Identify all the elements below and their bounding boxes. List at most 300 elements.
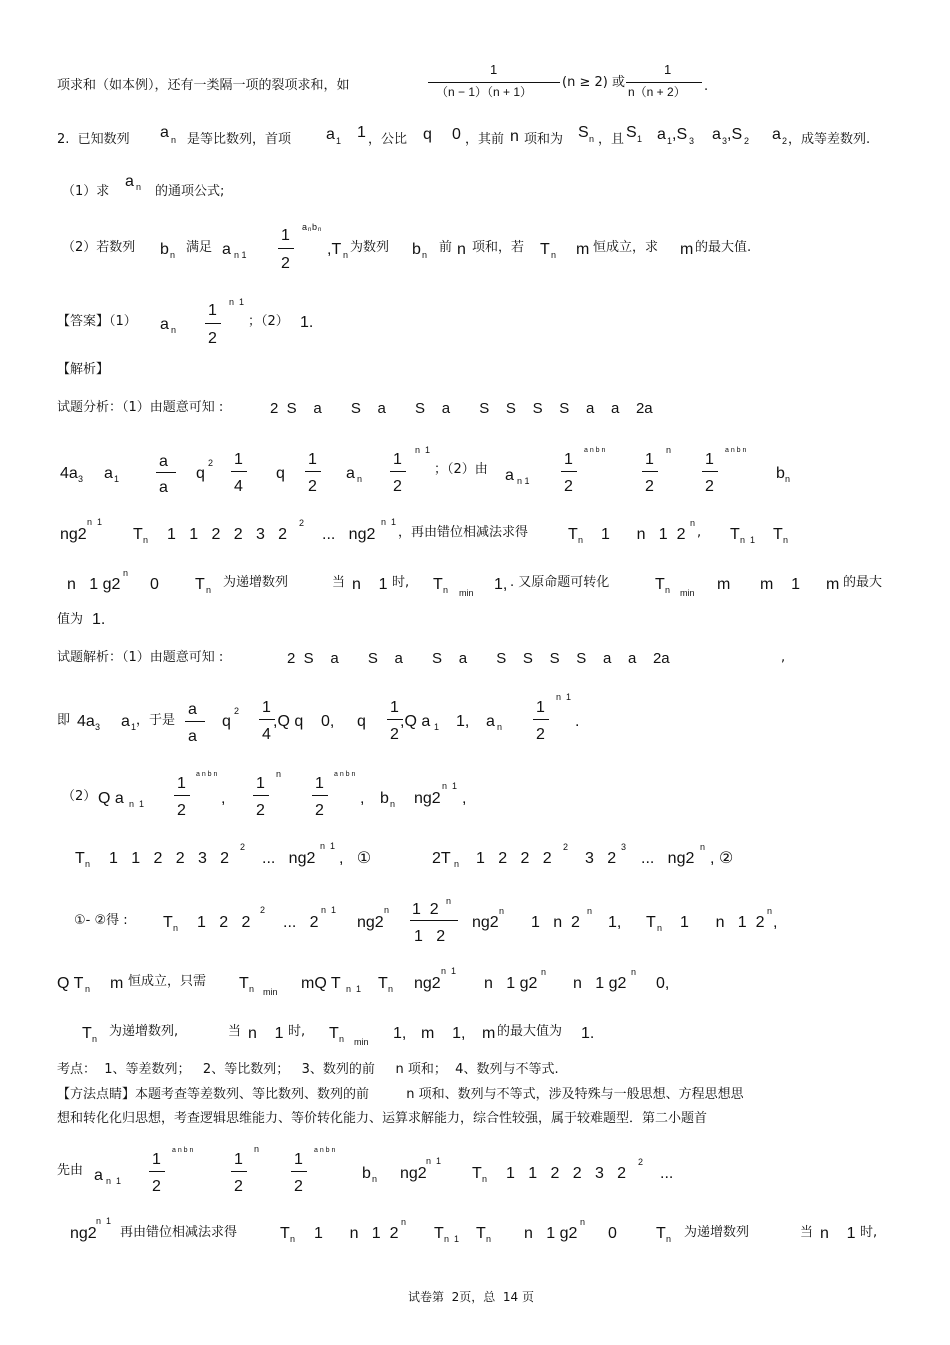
frac-den: 2 <box>152 1178 161 1195</box>
frac-num: 1 <box>234 1151 243 1168</box>
math: n 1 g2 <box>573 975 627 992</box>
q-text: （1）求 <box>62 184 110 199</box>
sup: a n b n <box>196 771 218 778</box>
q2-text: 2. 已知数列 <box>57 132 130 147</box>
sup: n <box>700 842 706 852</box>
frac-num: 1 <box>256 775 265 792</box>
math: ,Q a <box>400 713 431 730</box>
sub: n <box>92 1034 98 1044</box>
sub: n <box>171 135 177 145</box>
frac-bar <box>185 721 205 722</box>
frac-den: 2 <box>308 478 317 495</box>
sub: 2 <box>744 136 750 146</box>
math: T <box>472 1165 482 1182</box>
section-label: 【解析】 <box>57 362 110 377</box>
solution-text: （2） <box>62 789 97 804</box>
frac-den: 2 <box>564 478 573 495</box>
frac-den: a <box>188 728 197 745</box>
math: a <box>94 1167 103 1184</box>
math-S: ,S <box>727 126 743 143</box>
frac-den: 2 <box>294 1178 303 1195</box>
math-a: a <box>160 316 169 333</box>
sub: 2 <box>782 136 788 146</box>
math: m 1, <box>421 1025 466 1042</box>
sup: a n b n <box>584 447 606 454</box>
frac-num: 1 <box>393 451 402 468</box>
math: T <box>433 576 443 593</box>
math: m <box>826 576 840 593</box>
frac-den: 2 <box>315 802 324 819</box>
sub: n <box>85 984 91 994</box>
sup: n 1 <box>442 781 458 791</box>
math: 0 <box>150 576 159 593</box>
math: , ② <box>710 850 734 867</box>
frac-num: 1 <box>262 699 271 716</box>
analysis-text: . 又原命题可转化 <box>510 575 610 590</box>
math-n: n <box>457 241 466 258</box>
frac-den: 2 <box>705 478 714 495</box>
frac-bar <box>642 471 658 472</box>
math: n 1 <box>248 1025 284 1042</box>
math: ng2 <box>357 914 384 931</box>
frac-den: 2 <box>256 802 265 819</box>
math: a <box>346 465 355 482</box>
frac-bar <box>702 471 718 472</box>
sub: n <box>249 984 255 994</box>
sup: n 1 <box>556 692 572 702</box>
sup: n 1 <box>441 966 457 976</box>
sub: n <box>666 1234 672 1244</box>
sub: n <box>372 1174 378 1184</box>
answer-text: ；（2） <box>248 314 289 329</box>
q-text: 满足 <box>186 240 213 255</box>
q-text: 项和，若 <box>472 240 525 255</box>
sub: n <box>136 182 142 192</box>
sup: n 1 <box>415 445 431 455</box>
analysis-text: , <box>697 525 702 540</box>
q2-text: ，其前 <box>465 132 505 147</box>
analysis-text: 时, <box>392 575 410 590</box>
method-text: 再由错位相减法求得 <box>120 1225 238 1240</box>
answer-value: 1. <box>300 314 314 331</box>
sup: n <box>631 967 637 977</box>
method-text: 为递增数列 <box>684 1225 750 1240</box>
math: T <box>568 526 578 543</box>
math: T <box>75 850 85 867</box>
math: 4a <box>77 713 95 730</box>
q2-text: ，且 <box>598 132 625 147</box>
math: a <box>486 713 495 730</box>
math-zero: 0 <box>452 126 461 143</box>
frac2-num: 1 <box>664 62 672 77</box>
frac-bar <box>291 1171 307 1172</box>
math: , <box>462 790 467 807</box>
math: m <box>717 576 731 593</box>
sup: 2 <box>638 1157 644 1167</box>
math: ,Q q 0, <box>273 713 335 730</box>
math: ng2 <box>414 790 441 807</box>
q-text: 恒成立，求 <box>593 240 659 255</box>
math: ... <box>660 1165 674 1182</box>
frac-num: 1 <box>208 302 217 319</box>
math-a: a <box>222 241 231 258</box>
analysis-text: 的最大 <box>843 575 883 590</box>
math: ng2 <box>60 526 87 543</box>
sup: b <box>312 222 318 232</box>
math: , <box>773 914 778 931</box>
sub: n 1 <box>740 535 756 545</box>
frac1-num: 1 <box>490 62 498 77</box>
frac-den: 2 <box>645 478 654 495</box>
sub: n <box>143 535 149 545</box>
frac-num: 1 <box>281 227 290 244</box>
sup: n <box>499 906 505 916</box>
math: ... ng2 <box>322 526 376 543</box>
math: T <box>434 1225 444 1242</box>
math: Q T <box>57 975 84 992</box>
sup: a n b n <box>334 771 356 778</box>
sub: 1 <box>336 136 342 146</box>
math-S: S <box>626 124 637 141</box>
page-number: 试卷第 2页，总 14 页 <box>408 1290 534 1304</box>
sub: n <box>290 1234 296 1244</box>
sub: n <box>388 984 394 994</box>
q2-text: 项和为 <box>524 132 564 147</box>
method-text: 当 <box>800 1225 814 1240</box>
math: 1 2 2 <box>197 914 251 931</box>
method-text: 【方法点睛】本题考查等差数列、等比数列、数列的前 n 项和、数列与不等式，涉及特殊与一般思想、方程思想思 <box>57 1087 744 1102</box>
math-a: a <box>160 124 169 141</box>
analysis-text: ；（2）由 <box>434 462 488 477</box>
solution-text: 恒成立，只需 <box>128 974 207 989</box>
frac-bar <box>156 472 176 473</box>
intro-end: . <box>704 79 709 94</box>
sup: n <box>666 445 672 455</box>
q-text: 的最大值. <box>695 240 752 255</box>
sub: min <box>354 1037 369 1047</box>
sub: n 1 <box>346 984 362 994</box>
sup: a n b n <box>314 1147 336 1154</box>
math: q <box>196 465 205 482</box>
math: T <box>773 526 783 543</box>
sub: n <box>665 585 671 595</box>
math: T <box>280 1225 290 1242</box>
frac-bar <box>278 248 294 249</box>
frac-den: 2 <box>208 330 217 347</box>
sup: n 1 <box>229 297 245 307</box>
math: , <box>360 790 365 807</box>
math: T <box>730 526 740 543</box>
sub: min <box>680 588 695 598</box>
math: T <box>329 1025 339 1042</box>
math: b <box>362 1165 371 1182</box>
sub: n <box>171 325 177 335</box>
sup: n <box>276 769 282 779</box>
sup: a <box>302 222 308 232</box>
sub: n <box>422 250 428 260</box>
q2-text: ，公比 <box>368 132 408 147</box>
sup: n <box>384 905 390 915</box>
sup: 2 <box>260 905 266 915</box>
frac-den: 2 <box>234 1178 243 1195</box>
math: 1 n 1 2 <box>601 526 686 543</box>
q-text: 前 <box>439 240 453 255</box>
math: T <box>163 914 173 931</box>
math: n 1 <box>820 1225 856 1242</box>
math: 1 1 2 2 3 2 <box>167 526 288 543</box>
math-T: ,T <box>327 241 342 258</box>
q-text: 的通项公式; <box>155 184 225 199</box>
math: ng2 <box>400 1165 427 1182</box>
math: T <box>476 1225 486 1242</box>
sup: n 1 <box>320 841 336 851</box>
frac1-bar <box>428 82 560 83</box>
frac-bar <box>205 323 221 324</box>
sup: 2 <box>240 842 246 852</box>
sub: n 1 <box>444 1234 460 1244</box>
frac-den: 1 2 <box>414 928 446 945</box>
sub: 3 <box>95 722 101 732</box>
solution-text: 为递增数列, <box>109 1024 179 1039</box>
frac-bar <box>390 471 406 472</box>
sup: a n b n <box>725 447 747 454</box>
sup: n 1 <box>321 905 337 915</box>
frac-den: 4 <box>262 726 271 743</box>
sup: n <box>690 518 696 528</box>
math: 1. <box>92 611 106 628</box>
sub: n <box>206 585 212 595</box>
math-expr: 2 S a S a S a S S S S a a 2a <box>270 400 653 417</box>
math: ng2 <box>70 1225 97 1242</box>
sub: n 1 <box>129 799 145 809</box>
math: 1 n 1 2 <box>680 914 765 931</box>
solution-text: ，于是 <box>136 713 176 728</box>
math: 1. <box>581 1025 595 1042</box>
answer-label: 【答案】（1） <box>57 314 137 329</box>
frac-bar <box>561 471 577 472</box>
math: 1, <box>456 713 470 730</box>
math-b: b <box>412 241 421 258</box>
sub: n <box>783 535 789 545</box>
sub: 1 <box>434 722 440 732</box>
math: , ① <box>339 850 372 867</box>
math: n 1 g2 <box>67 576 121 593</box>
math: 0, <box>656 975 670 992</box>
math: q <box>357 713 366 730</box>
math: m <box>110 975 124 992</box>
sub: n 1 <box>517 476 530 486</box>
solution-text: ①- ②得 : <box>74 913 128 928</box>
analysis-text: 试题分析：（1）由题意可知 : <box>57 400 224 415</box>
math: T <box>378 975 388 992</box>
math-a: a <box>712 126 721 143</box>
sub: n <box>486 1234 492 1244</box>
sub: 1 <box>131 722 137 732</box>
frac-num: 1 <box>177 775 186 792</box>
method-text: 想和转化化归思想，考查逻辑思维能力、等价转化能力、运算求解能力，综合性较强，属于较难题型．第二小题首 <box>57 1111 708 1126</box>
math: 1 2 2 2 <box>476 850 552 867</box>
frac-num: 1 <box>705 451 714 468</box>
math: 1 n 2 <box>531 914 580 931</box>
sub: n 1 <box>106 1176 122 1186</box>
math-a: a <box>125 173 134 190</box>
method-text: 时, <box>860 1225 878 1240</box>
sub: n <box>482 1174 488 1184</box>
sub: n <box>657 923 663 933</box>
sub: 1 <box>667 136 673 146</box>
math: 1, <box>608 914 622 931</box>
q-text: （2）若数列 <box>62 240 136 255</box>
frac-den: a <box>159 479 168 496</box>
sup: a n b n <box>172 1147 194 1154</box>
math: 0 <box>608 1225 617 1242</box>
frac-num: 1 <box>234 451 243 468</box>
math: T <box>82 1025 92 1042</box>
q-text: 为数列 <box>350 240 390 255</box>
sub: n <box>497 722 503 732</box>
math-b: b <box>160 241 169 258</box>
math: , <box>221 790 226 807</box>
math: 1 1 2 2 3 2 <box>109 850 230 867</box>
sub: n <box>357 474 363 484</box>
sub: n <box>339 1034 345 1044</box>
frac-bar <box>312 795 328 796</box>
frac-num: 1 <box>564 451 573 468</box>
math: . <box>575 713 580 730</box>
frac-num: a <box>159 453 168 470</box>
sup: n 1 <box>87 517 103 527</box>
frac2-den: n（n + 2） <box>628 85 686 99</box>
sup: n <box>767 906 773 916</box>
math: m 1 <box>760 576 801 593</box>
frac-num: 1 <box>152 1151 161 1168</box>
sup: n 1 <box>426 1156 442 1166</box>
math: a <box>121 713 130 730</box>
sup: n <box>401 1217 407 1227</box>
math: mQ T <box>301 975 341 992</box>
frac-bar <box>410 920 458 921</box>
math: 3 2 <box>585 850 617 867</box>
math-S: S <box>578 124 589 141</box>
sub: n <box>170 250 176 260</box>
math: q <box>276 465 285 482</box>
math: n 1 g2 <box>524 1225 578 1242</box>
solution-text: 的最大值为 <box>497 1024 563 1039</box>
frac-num: 1 <box>536 699 545 716</box>
math: 1 1 2 2 3 2 <box>506 1165 627 1182</box>
math: ng2 <box>414 975 441 992</box>
sub: n <box>785 474 791 484</box>
solution-text: 时, <box>288 1024 306 1039</box>
frac-num: 1 <box>308 451 317 468</box>
analysis-text: 为递增数列 <box>223 575 289 590</box>
math: n 1 g2 <box>484 975 538 992</box>
math-S: ,S <box>672 126 688 143</box>
sub: n <box>390 799 396 809</box>
intro-text: 项求和（如本例），还有一类隔一项的裂项求和，如 <box>57 78 350 93</box>
sup: n <box>580 1217 586 1227</box>
math: T <box>133 526 143 543</box>
key-points-text: 考点： 1、等差数列； 2、等比数列； 3、数列的前 n 项和； 4、数列与不等式. <box>57 1062 559 1077</box>
sub: n <box>343 250 349 260</box>
math-a1: a <box>326 126 335 143</box>
sub: n <box>454 859 460 869</box>
sub: n <box>443 585 449 595</box>
solution-text: 试题解析：（1）由题意可知 : <box>57 650 224 665</box>
sub: n <box>85 859 91 869</box>
math: ... ng2 <box>262 850 316 867</box>
analysis-text: 当 <box>332 575 346 590</box>
math-q: q <box>423 126 432 143</box>
sup: n <box>308 227 312 233</box>
sup: n <box>254 1144 260 1154</box>
frac-bar <box>231 471 247 472</box>
sup: n <box>446 896 452 906</box>
solution-text: 当 <box>228 1024 242 1039</box>
frac-bar <box>533 719 549 720</box>
math: ng2 <box>472 914 499 931</box>
intro-mid: (n ≥ 2) 或 <box>562 75 625 90</box>
math: T <box>195 576 205 593</box>
sub: min <box>263 987 278 997</box>
sub: n <box>551 250 557 260</box>
math: T <box>646 914 656 931</box>
frac-bar <box>149 1171 165 1172</box>
frac-num: a <box>188 701 197 718</box>
sup: n <box>587 906 593 916</box>
math-expr: 2 S a S a S a S S S S a a 2a <box>287 650 670 667</box>
math: 1, <box>494 576 508 593</box>
sup: 2 <box>563 842 569 852</box>
frac-num: 1 <box>645 451 654 468</box>
frac1-den: （n − 1）（n + 1） <box>436 85 533 99</box>
q2-text: ，成等差数列. <box>788 132 871 147</box>
math: T <box>239 975 249 992</box>
math: n 1 <box>352 576 388 593</box>
sub: 3 <box>722 136 728 146</box>
math: b <box>380 790 389 807</box>
math: m <box>482 1025 496 1042</box>
frac-bar <box>174 795 190 796</box>
sup: 3 <box>621 842 627 852</box>
sup: 2 <box>299 518 305 528</box>
frac-den: 2 <box>536 726 545 743</box>
math-m: m <box>680 241 694 258</box>
frac-num: 1 2 <box>412 901 439 918</box>
sup: n 1 <box>381 517 397 527</box>
frac-bar <box>305 471 321 472</box>
frac-num: 1 <box>294 1151 303 1168</box>
math: Q a <box>98 790 124 807</box>
math-T: T <box>540 241 550 258</box>
frac-bar <box>231 1171 247 1172</box>
math-one: 1 <box>357 124 366 141</box>
math: ... 2 <box>283 914 319 931</box>
sub: 3 <box>78 474 84 484</box>
math: a <box>505 467 514 484</box>
sup: n 1 <box>96 1216 112 1226</box>
math: 1 n 1 2 <box>314 1225 399 1242</box>
method-text: 先由 <box>57 1163 84 1178</box>
math-n: n <box>510 128 519 145</box>
sub: n <box>578 535 584 545</box>
math: b <box>776 465 785 482</box>
solution-text: 即 <box>57 713 71 728</box>
math: q <box>222 713 231 730</box>
analysis-text: ，再由错位相减法求得 <box>398 525 529 540</box>
frac-den: 2 <box>393 478 402 495</box>
frac-den: 4 <box>234 478 243 495</box>
